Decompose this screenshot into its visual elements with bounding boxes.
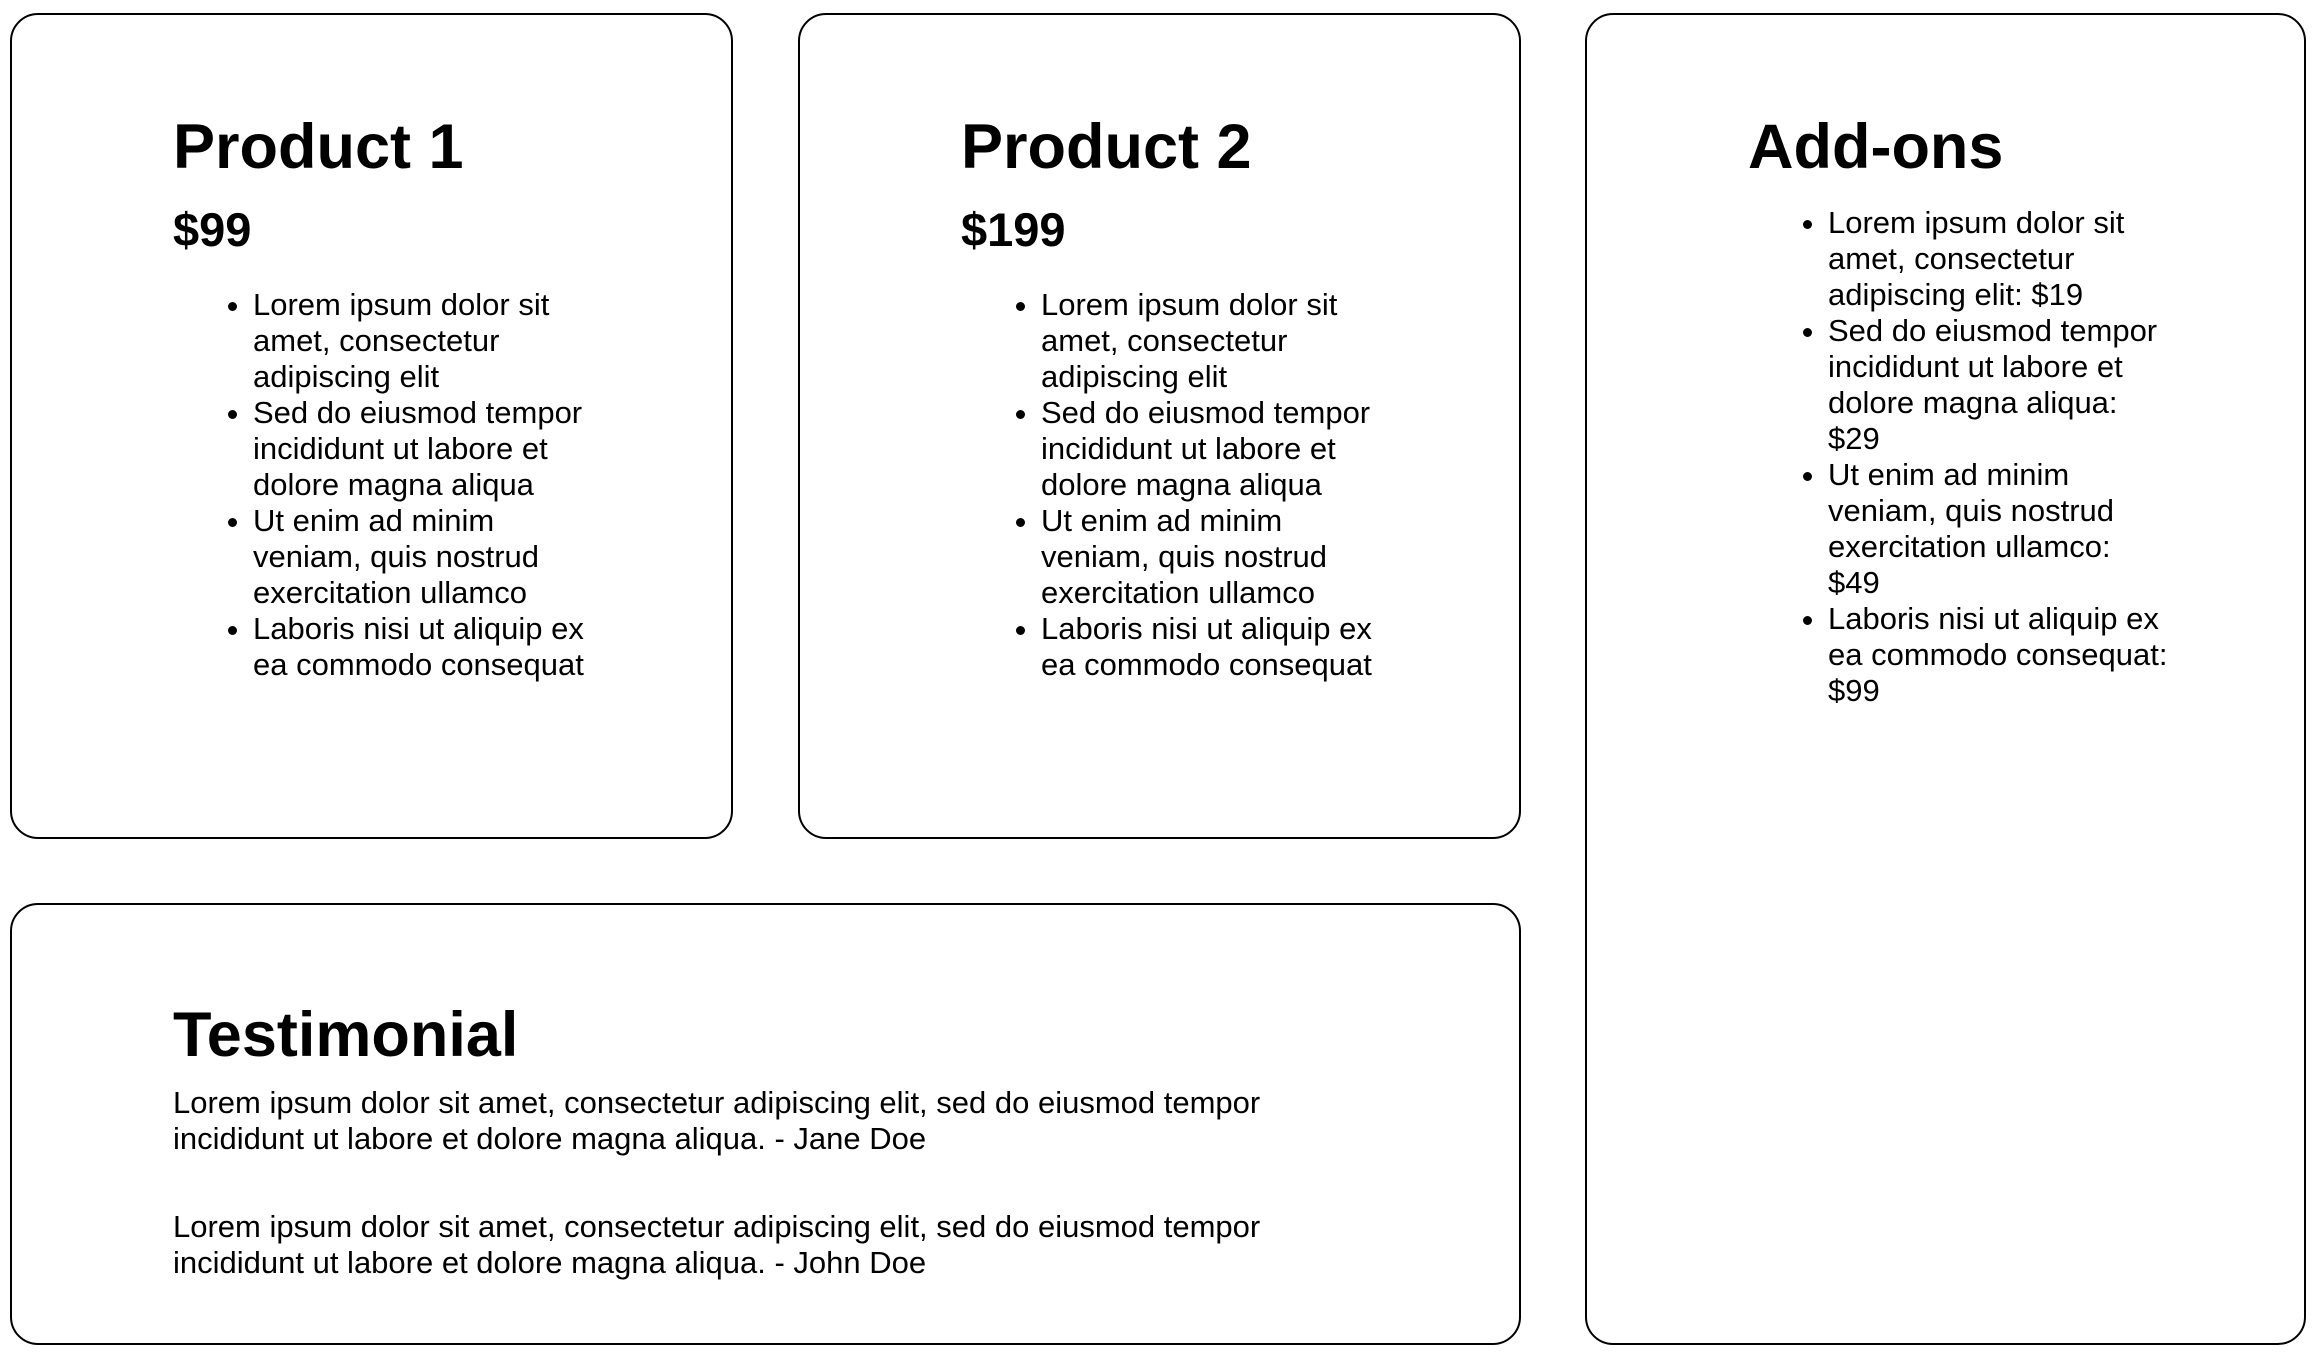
list-item: • Ut enim ad minim veniam, quis nostrud exercitation ullamco [253,503,593,611]
testimonial-title: Testimonial [173,1000,519,1070]
list-item: • Laboris nisi ut aliquip ex ea commodo consequat [253,611,593,683]
addons-content [1748,101,2168,709]
product-1-card [10,13,733,839]
list-item: • Sed do eiusmod tempor incididunt ut labore et dolore magna aliqua [1041,395,1381,503]
addons-card [1585,13,2306,1345]
testimonial-content [173,989,1353,1281]
product-2-content [961,101,1381,683]
list-item: • Laboris nisi ut aliquip ex ea commodo consequat [1041,611,1381,683]
list-item: • Ut enim ad minim veniam, quis nostrud exercitation ullamco [1041,503,1381,611]
list-item: • Laboris nisi ut aliquip ex ea commodo consequat: $99 [1828,601,2168,709]
product-2-title: Product 2 [961,112,1252,182]
product-1-content [173,101,593,683]
testimonial-quote: Lorem ipsum dolor sit amet, consectetur adipiscing elit, sed do eiusmod tempor incididunt ut labore et dolore magna aliqua. - John Doe [173,1209,1261,1280]
list-item: • Lorem ipsum dolor sit amet, consectetur adipiscing elit [253,287,593,395]
list-item: • Sed do eiusmod tempor incididunt ut labore et dolore magna aliqua: $29 [1828,313,2168,457]
addons-list [1748,205,2168,709]
addons-title: Add-ons [1748,112,2004,182]
product-1-title: Product 1 [173,112,464,182]
list-item: • Ut enim ad minim veniam, quis nostrud exercitation ullamco: $49 [1828,457,2168,601]
product-1-price: $99 [173,203,252,256]
product-2-card [798,13,1521,839]
testimonial-quote: Lorem ipsum dolor sit amet, consectetur adipiscing elit, sed do eiusmod tempor incididunt ut labore et dolore magna aliqua. - Jane Doe [173,1085,1261,1156]
list-item: • Lorem ipsum dolor sit amet, consectetur adipiscing elit [1041,287,1381,395]
product-2-feature-list [961,287,1381,683]
testimonial-card [10,903,1521,1345]
product-2-price: $199 [961,203,1066,256]
list-item: • Lorem ipsum dolor sit amet, consectetur adipiscing elit: $19 [1828,205,2168,313]
product-1-feature-list [173,287,593,683]
list-item: • Sed do eiusmod tempor incididunt ut labore et dolore magna aliqua [253,395,593,503]
